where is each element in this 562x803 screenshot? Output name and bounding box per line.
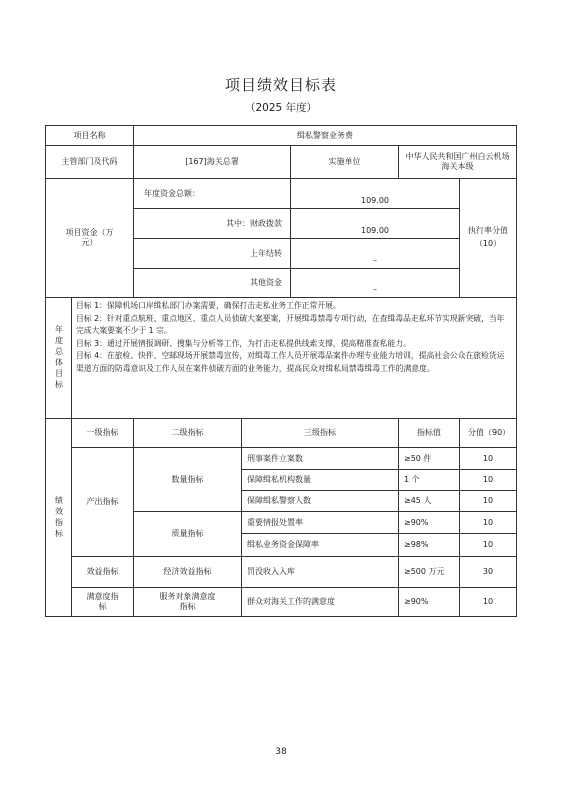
header-level2: 二级指标 [133,418,242,448]
page-subtitle: （2025 年度） [244,102,318,114]
indicator-name: 群众对海关工作的满意度 [241,587,399,617]
indicator-name: 缉私业务资金保障率 [241,533,399,557]
goals-label: 年度总体目标 [54,325,64,391]
indicator-value: ≥98% [398,533,460,557]
indicators-label-cell [45,418,72,617]
indicator-name: 重要情报处置率 [241,511,399,534]
funds-total-value: 109.00 [290,178,460,209]
page-title: 项目绩效目标表 [224,76,337,94]
indicator-value: ≥90% [398,511,460,534]
header-score: 分值（90） [459,418,517,448]
indicators-label: 绩效指标 [54,495,64,540]
level2-service: 服务对象满意度指标 [133,587,242,617]
funds-label: 项目资金（万元） [45,178,134,298]
goal-item: 目标 2：针对重点航班、重点地区、重点人员侦破大案要案，开展缉毒禁毒专项行动，在查缉毒品走私环节实现新突破，当年完成大案要案不少于 1 宗。 [76,313,505,335]
level2-quality: 质量指标 [133,511,242,557]
indicator-name: 罚没收入入库 [241,556,399,588]
indicator-score: 10 [459,469,517,491]
funds-fiscal-value: 109.00 [290,208,460,239]
indicator-score: 10 [459,511,517,534]
indicator-value: ≥50 件 [398,447,460,470]
indicator-name: 保障缉私警察人数 [241,490,399,512]
indicator-value: 1 个 [398,469,460,491]
project-name-label: 项目名称 [45,125,134,146]
goal-item: 目标 4：在旅检、快件、空邮现场开展禁毒宣传，对缉毒工作人员开展毒品案件办理专业能力培训，提高社会公众在旅检货运渠道方面的防毒意识及工作人员在案件侦破方面的业务能力，提高民众对缉私局禁毒缉毒工作的满意度。 [76,351,505,373]
dept-value: [167]海关总署 [133,145,291,179]
funds-other-label: 其他资金 [133,268,291,298]
header-level3: 三级指标 [241,418,399,448]
funds-other-value: – [290,268,460,298]
dept-label: 主管部门及代码 [45,145,134,179]
project-name-value: 缉私警察业务费 [133,125,517,146]
exec-rate-label: 执行率分值（10） [459,178,517,298]
indicator-score: 10 [459,447,517,470]
level2-quantity: 数量指标 [133,447,242,512]
indicator-score: 30 [459,556,517,588]
impl-label: 实施单位 [290,145,399,179]
funds-carry-label: 上年结转 [133,238,291,269]
indicator-score: 10 [459,490,517,512]
indicator-value: ≥90% [398,587,460,617]
level2-economic: 经济效益指标 [133,556,242,588]
indicator-name: 保障缉私机构数量 [241,469,399,491]
goals-label-cell [45,297,72,419]
indicator-value: ≥45 人 [398,490,460,512]
indicator-score: 10 [459,533,517,557]
header-value: 指标值 [398,418,460,448]
goals-text [71,297,517,419]
funds-total-label: 年度资金总额： [133,178,291,209]
header-level1: 一级指标 [71,418,134,448]
goal-item: 目标 3：通过开展情报调研、搜集与分析等工作，为打击走私提供线索支撑，提高精准查私能力。 [76,338,411,348]
goal-item: 目标 1：保障机场口岸缉私部门办案需要，确保打击走私业务工作正常开展。 [76,301,341,310]
indicator-score: 10 [459,587,517,617]
indicator-value: ≥500 万元 [398,556,460,588]
funds-fiscal-label: 其中：财政拨款 [133,208,291,239]
funds-carry-value: – [290,238,460,269]
indicator-name: 刑事案件立案数 [241,447,399,470]
page-number: 38 [275,747,287,757]
level1-satisfaction: 满意度指标 [71,587,134,617]
level1-output: 产出指标 [71,447,134,557]
impl-value: 中华人民共和国广州白云机场海关本级 [398,145,517,179]
level1-benefit: 效益指标 [71,556,134,588]
